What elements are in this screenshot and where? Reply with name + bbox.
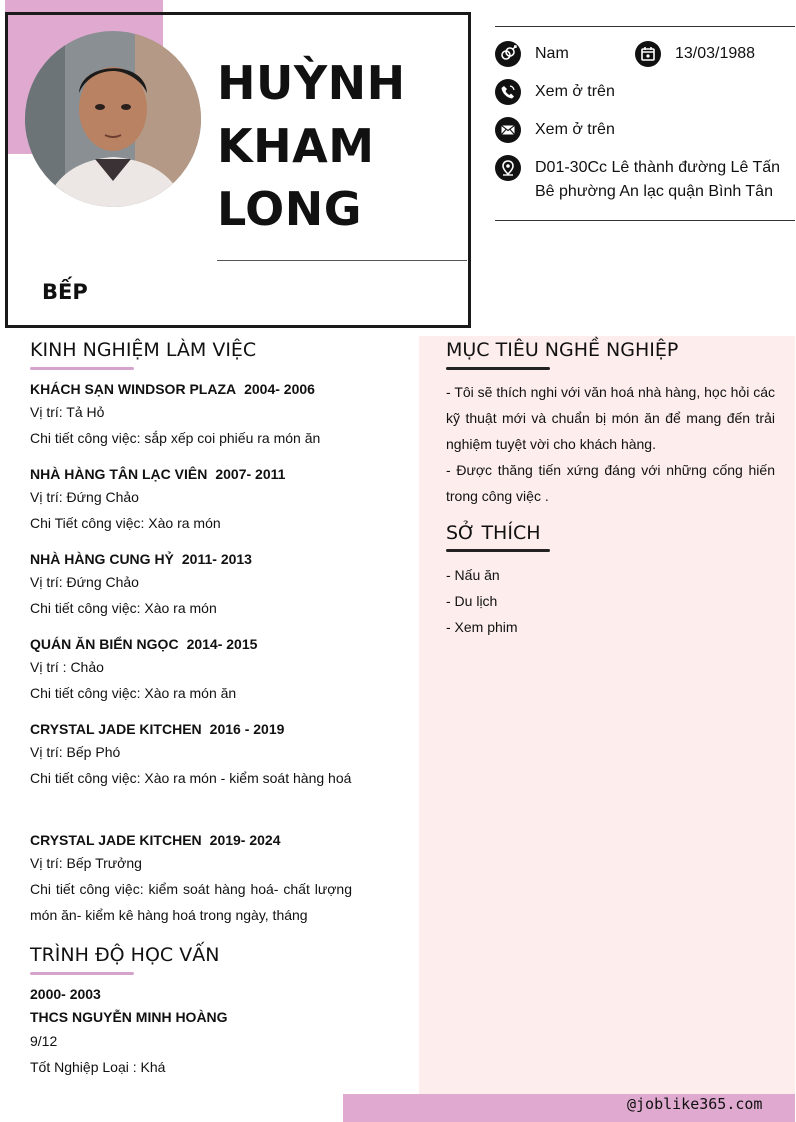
experience-item (30, 466, 352, 536)
name-line-1: HUỲNH (217, 56, 406, 110)
hobbies-title-underline (446, 549, 550, 552)
mail-icon (495, 117, 521, 143)
position-text: Vị trí: Bếp Phó (30, 744, 121, 760)
company-name: QUÁN ĂN BIỂN NGỌC (30, 636, 179, 652)
company-name: NHÀ HÀNG CUNG HỶ (30, 551, 174, 567)
contact-top-divider (495, 26, 795, 27)
hobby-item: - Nấu ăn (446, 567, 500, 583)
detail-text: Chi Tiết công việc: Xào ra món (30, 515, 221, 531)
contact-bottom-divider (495, 220, 795, 221)
objective-paragraph-1: - Tôi sẽ thích nghi với văn hoá nhà hàng, học hỏi các kỹ thuật mới và chuẩn bị món ăn để mang đến trải nghiệm tuyệt vời cho khách hàng. (446, 384, 775, 452)
location-icon (495, 155, 521, 181)
job-title: BẾP (42, 280, 88, 304)
candidate-name (217, 52, 406, 241)
experience-title: KINH NGHIỆM LÀM VIỆC (30, 339, 257, 361)
name-divider (217, 260, 467, 261)
position-text: Vị trí: Đứng Chảo (30, 489, 139, 505)
company-heading (30, 466, 352, 482)
company-name: CRYSTAL JADE KITCHEN (30, 721, 202, 737)
detail-text: Chi tiết công việc: kiểm soát hàng hoá- chất lượng món ăn- kiểm kê hàng hoá trong ngày, tháng (30, 881, 352, 923)
experience-item (30, 636, 352, 706)
company-name: CRYSTAL JADE KITCHEN (30, 832, 202, 848)
position-text: Vị trí : Chảo (30, 659, 104, 675)
experience-item (30, 832, 352, 928)
hobbies-title: SỞ THÍCH (446, 522, 541, 544)
experience-item (30, 721, 352, 791)
company-heading (30, 636, 352, 652)
experience-item (30, 551, 352, 621)
address-line-1: D01-30Cc Lê thành đường Lê Tấn (535, 159, 781, 176)
experience-title-underline (30, 367, 134, 370)
gender-text: Nam (535, 45, 569, 62)
company-heading (30, 832, 352, 848)
calendar-icon (635, 41, 661, 67)
detail-text: Chi tiết công việc: Xào ra món ăn (30, 685, 237, 701)
gender-icon (495, 41, 521, 67)
company-heading (30, 381, 352, 397)
hobbies-list (446, 562, 775, 640)
company-years: 2014- 2015 (186, 636, 258, 652)
company-heading (30, 721, 352, 737)
education-title: TRÌNH ĐỘ HỌC VẤN (30, 944, 220, 966)
position-text: Vị trí: Đứng Chảo (30, 574, 139, 590)
phone-icon (495, 79, 521, 105)
phone-text: Xem ở trên (535, 83, 615, 100)
school-name: THCS NGUYỄN MINH HOÀNG (30, 1009, 228, 1025)
footer-watermark: @joblike365.com (627, 1095, 763, 1113)
dob-text: 13/03/1988 (675, 45, 756, 62)
address-line-2: Bê phường An lạc quận Bình Tân (535, 183, 773, 200)
objective-paragraph-2: - Được thăng tiến xứng đáng với những cống hiến trong công việc . (446, 462, 775, 504)
hobby-item: - Xem phim (446, 619, 518, 635)
education-years: 2000- 2003 (30, 986, 101, 1002)
company-heading (30, 551, 352, 567)
education-title-underline (30, 972, 134, 975)
objective-title-underline (446, 367, 550, 370)
position-text: Vị trí: Bếp Trưởng (30, 855, 142, 871)
company-years: 2007- 2011 (215, 466, 286, 482)
company-years: 2016 - 2019 (209, 721, 285, 737)
position-text: Vị trí: Tả Hỏ (30, 404, 105, 420)
company-name: KHÁCH SẠN WINDSOR PLAZA (30, 381, 237, 397)
company-years: 2004- 2006 (244, 381, 315, 397)
objective-title: MỤC TIÊU NGHỀ NGHIỆP (446, 339, 679, 361)
education-block (30, 986, 352, 1080)
company-years: 2019- 2024 (209, 832, 281, 848)
education-result: Tốt Nghiệp Loại : Khá (30, 1059, 166, 1075)
name-line-2: KHAM (217, 119, 375, 173)
hobby-item: - Du lịch (446, 593, 498, 609)
detail-text: Chi tiết công việc: Xào ra món - kiểm soát hàng hoá (30, 770, 352, 786)
education-grade: 9/12 (30, 1033, 58, 1049)
avatar (25, 31, 201, 207)
company-name: NHÀ HÀNG TÂN LẠC VIÊN (30, 466, 208, 482)
avatar-photo (25, 31, 201, 207)
experience-item (30, 381, 352, 451)
detail-text: Chi tiết công việc: sắp xếp coi phiếu ra món ăn (30, 430, 321, 446)
company-years: 2011- 2013 (181, 551, 252, 567)
email-text: Xem ở trên (535, 121, 615, 138)
detail-text: Chi tiết công việc: Xào ra món (30, 600, 217, 616)
name-line-3: LONG (217, 182, 363, 236)
